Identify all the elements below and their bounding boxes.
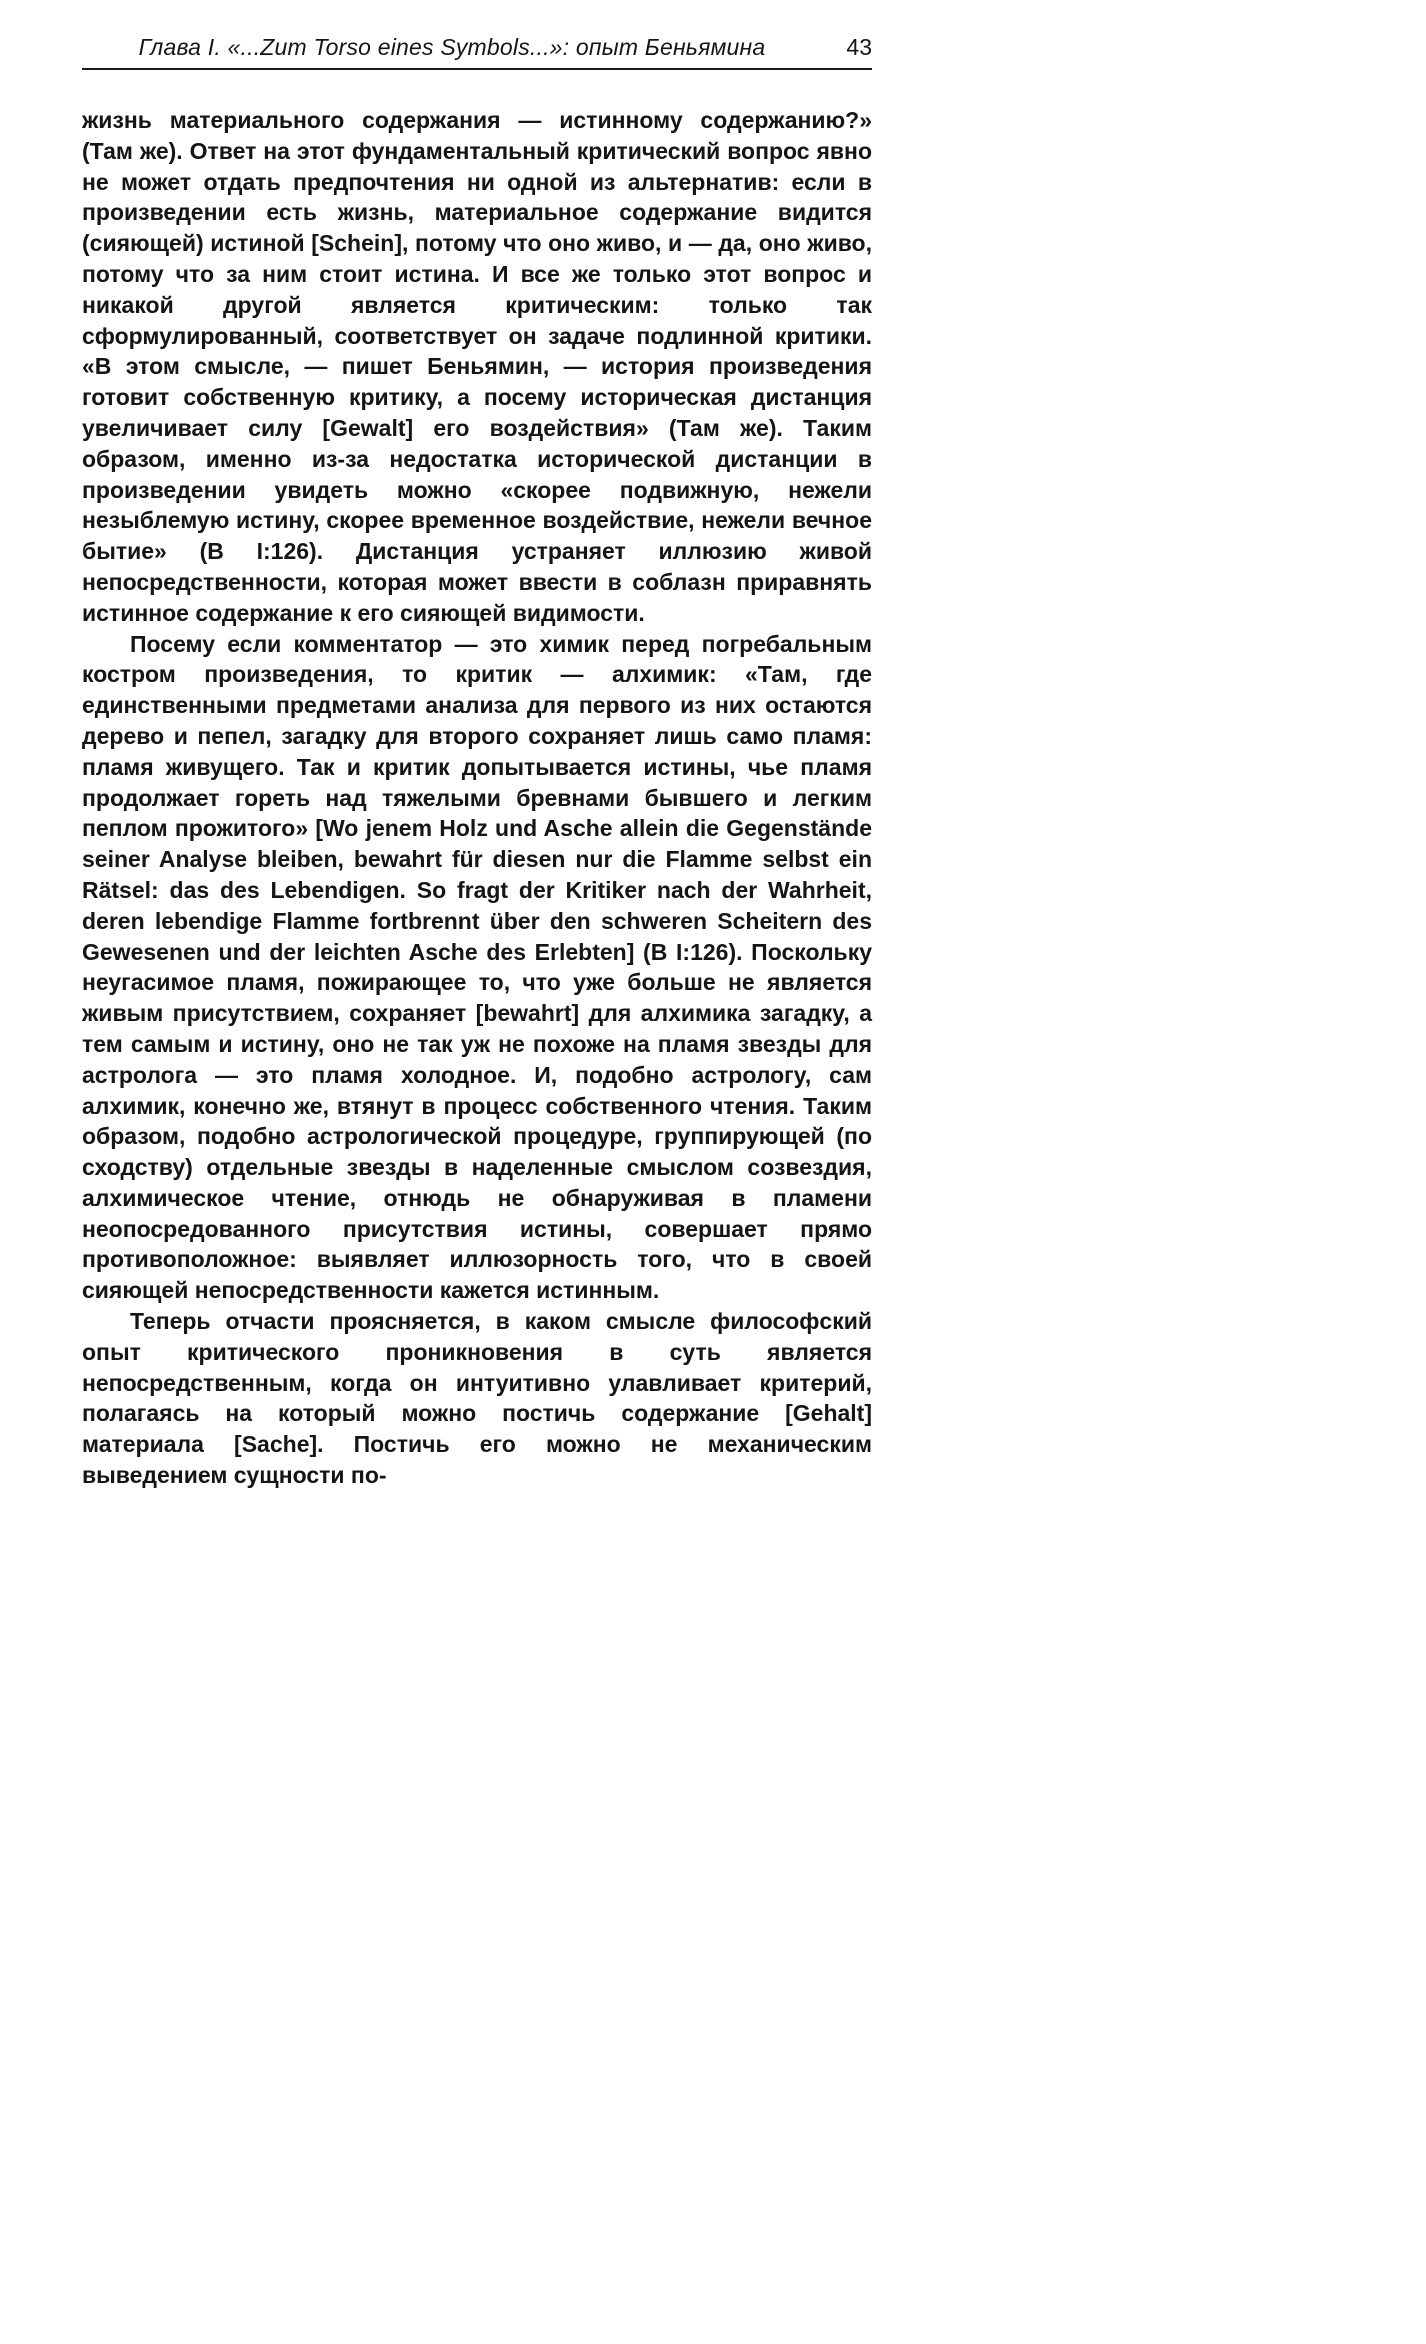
text-body — [82, 105, 872, 1491]
running-title: Глава I. «...Zum Torso eines Symbols...»: опыт Беньямина — [138, 34, 766, 60]
paragraph-alchemist: Посему если комментатор — это химик перед погребальным костром произведения, то критик — алхимик: «Там, где единственными предметами анализа для первого из них остаются дерево и пепел, загадку для второго сохраняет лишь само пламя: пламя живущего. Так и критик допытывается истины, чье пламя продолжает гореть над тяжелыми бревнами бывшего и легким пеплом прожитого» [Wo jenem Holz und Asche allein die Gegenstände seiner Analyse bleiben, bewahrt für diesen nur die Flamme selbst ein Rätsel: das des Lebendigen. So fragt der Kritiker nach der Wahrheit, deren lebendige Flamme fortbrennt über den schweren Scheitern des Gewesenen und der leichten Asche des Erlebten] (B I:126). Поскольку неугасимое пламя, пожирающее то, что уже больше не является живым присутствием, сохраняет [bewahrt] для алхимика загадку, а тем самым и истину, оно не так уж не похоже на пламя звезды для астролога — это пламя холодное. И, подобно астрологу, сам алхимик, конечно же, втянут в процесс собственного чтения. Таким образом, подобно астрологической процедуре, группирующей (по сходству) отдельные звезды в наделенные смыслом созвездия, алхимическое чтение, отнюдь не обнаруживая в пламени неопосредованного присутствия истины, совершает прямо противоположное: выявляет иллюзорность того, что в своей сияющей непосредственности кажется истинным. — [82, 630, 872, 1304]
page-number: 43 — [846, 34, 872, 60]
paragraph-continued: жизнь материального содержания — истинному содержанию?» (Там же). Ответ на этот фундаментальный критический вопрос явно не может отдать предпочтения ни одной из альтернатив: если в произведении есть жизнь, материальное содержание видится (сияющей) истиной [Schein], потому что оно живо, и — да, оно живо, потому что за ним стоит истина. И все же только этот вопрос и никакой другой является критическим: только так сформулированный, соответствует он задаче подлинной критики. «В этом смысле, — пишет Беньямин, — история произведения готовит собственную критику, а посему историческая дистанция увеличивает силу [Gewalt] его воздействия» (Там же). Таким образом, именно из-за недостатка исторической дистанции в произведении увидеть можно «скорее подвижную, нежели незыблемую истину, скорее временное воздействие, нежели вечное бытие» (В I:126). Дистанция устраняет иллюзию живой непосредственности, которая может ввести в соблазн приравнять истинное содержание к его сияющей видимости. — [82, 107, 872, 626]
running-head — [82, 32, 872, 70]
paragraph-philosophical-experience: Теперь отчасти проясняется, в каком смысле философский опыт критического проникновения в суть является непосредственным, когда он интуитивно улавливает критерий, полагаясь на который можно постичь содержание [Gehalt] материала [Sache]. Постичь его можно не механическим выведением сущности по- — [82, 1308, 872, 1489]
